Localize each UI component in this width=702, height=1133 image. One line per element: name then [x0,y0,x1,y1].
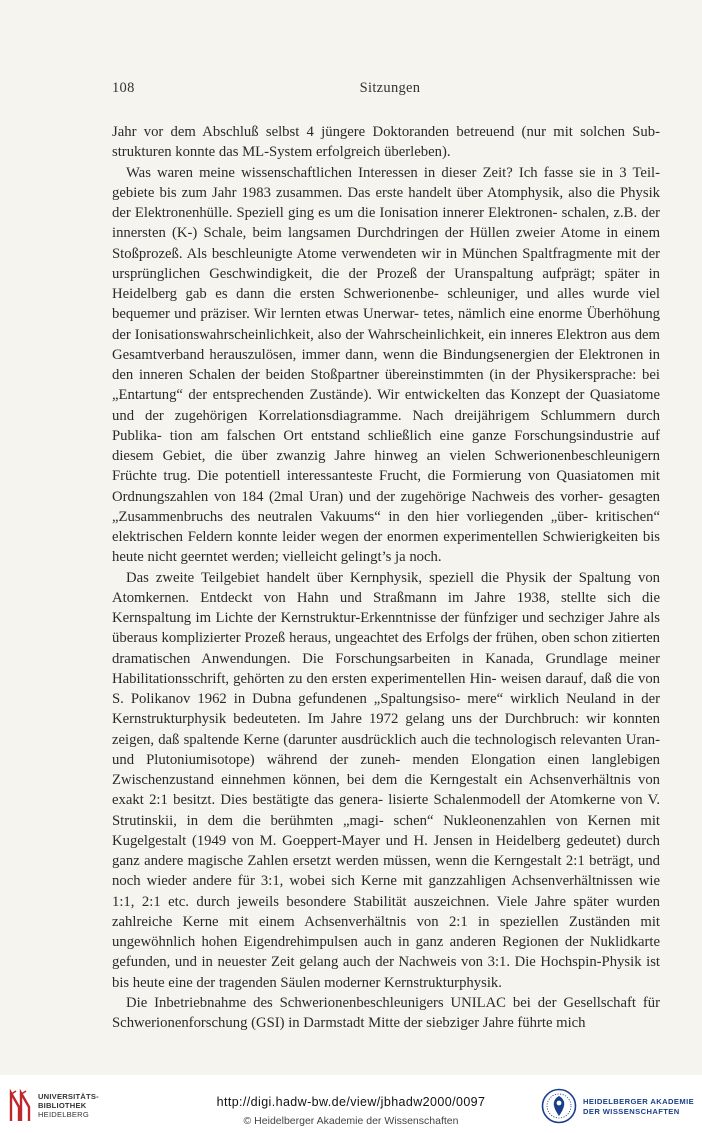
text-line: mere“ wirklich Neuland in der Kernstrukturphysik bedeuteten. Im Jahre 1972 gelang [112,691,660,728]
body-text [112,122,660,1033]
page-number: 108 [112,80,135,96]
text-line: beiden Stoßpartner übereinstimmten (in der Physikersprache: bei „Entartung“ der [112,367,660,404]
text-line: neuester Zeit gelang auch der Nachweis von 3:1. Die Hochspin-Physik ist bis heute [112,954,660,991]
text-line: Jahr vor dem Abschluß selbst 4 jüngere Doktoranden betreuend (nur mit solchen Sub- [112,124,660,140]
text-line: Physik der Elektronenhülle. Speziell ging es um die Ionisation innerer Elektronen- [112,184,661,221]
text-line: von Atomkernen. Entdeckt von Hahn und Straßmann im Jahre 1938, stellte sich die [112,569,660,606]
text-line: entsprechenden Zustände). Wir entwickelten das Konzept der Quasiatome und der [112,387,660,424]
text-line: für Schwerionenforschung (GSI) in Darmstadt Mitte der siebziger Jahre führte mich [112,994,660,1031]
text-line: Was waren meine wissenschaftlichen Interessen in dieser Zeit? Ich fasse sie in 3 Teil- [126,164,660,181]
paragraph [112,122,660,163]
text-line: strukturen konnte das ML-System erfolgreich überleben). [112,144,451,161]
text-line: die Kerngestalt ein Achsenverhältnis von exakt 2:1 besitzt. Dies bestätigte das genera- [112,772,661,809]
text-line: gebiete bis zum Jahr 1983 zusammen. Das erste handelt über Atomphysik, also die [112,184,615,201]
text-line: Die Inbetriebnahme des Schwerionenbeschleunigers UNILAC bei der Gesellschaft [126,994,636,1011]
text-line: Jahre als überaus komplizierter Prozeß heraus, ungeachtet des Erfolgs der frühen, [112,610,660,647]
text-line: immer dann, wenn die Bindungsenergien der Elektronen in den inneren Schalen der [112,346,661,383]
text-line: eine der tragenden Säulen moderner Kernstrukturphysik. [168,974,502,991]
library-logo-line: HEIDELBERG [38,1110,89,1119]
text-line: menden Elongation einen langlebigen Zwischenzustand einnehmen können, bei dem [112,751,660,788]
library-logo-line: BIBLIOTHEK [38,1101,87,1110]
viewer-footer [0,1075,702,1133]
text-line: uns der Durchbruch: wir konnten zeigen, daß spaltende Kerne (darunter ausdrücklich [112,711,661,748]
text-line: Gebiet, die über zwanzig Jahre hinweg an vielen Schwerionenbeschleunigern Früchte [112,448,661,485]
text-line: Uranspaltung aufprägt; später in Heidelberg gab es dann die ersten Schwerionenbe- [112,265,661,302]
academy-logo[interactable] [541,1088,701,1128]
text-line: lisierte Schalenmodell der Atomkerne von V. Strutinskii, in dem die berühmten „magi- [112,792,660,829]
text-line: Schwierigkeiten bis heute nicht geerntet werden; vielleicht gelingt’s ja noch. [112,529,660,566]
text-line: Ordnungszahlen von 184 (2mal Uran) und der zugehörige Nachweis des vorher- [112,488,604,505]
text-line: schleuniger, und alles wurde viel bequemer und präziser. Wir lernten etwas Unerwar- [112,286,661,323]
text-line: oben schon zitierten dramatischen Anwendungen. Die Forschungsarbeiten in Kanada, [112,630,660,667]
copyright-notice: © Heidelberger Akademie der Wissenschaften [243,1115,459,1127]
text-line: und H. Jensen in Heidelberg gedeutet) durch ganz andere magische Zahlen ersetzt [112,832,660,869]
text-line: trug. Die potentiell interessanteste Frucht, die Formierung von Quasiatomen mit [163,468,660,485]
academy-seal-icon [541,1088,577,1124]
academy-logo-line: DER WISSENSCHAFTEN [583,1107,680,1116]
text-line: München Spaltfragmente mit der ursprünglichen Geschwindigkeit, die der Prozeß der [112,245,660,282]
text-line: gesagten „Zusammenbruchs des neutralen Vakuums“ in den hier vorliegenden „über- [112,488,660,525]
academy-logo-line: HEIDELBERGER AKADEMIE [583,1097,695,1106]
text-line: kritischen“ elektrischen Feldern konnte leider wegen der enormen experimentellen [112,508,661,545]
text-line: zweier Atome in einem Stoßprozeß. Als beschleunigte Atome verwendeten wir in [112,225,661,262]
text-line: weisen darauf, daß die von S. Polikanov 1962 in Dubna gefundenen „Spaltungsiso- [112,670,661,707]
text-line: zugehörigen Korrelationsdiagramme. Nach dreijährigem Schlummern durch Publika- [112,407,660,444]
permalink-url[interactable]: http://digi.hadw-bw.de/view/jbhadw2000/0097 [216,1095,486,1109]
text-line: einem Achsenverhältnis von 2:1 in speziellen Zuständen mit ungewöhnlich hohen [112,913,660,950]
text-line: werden müssen, wenn die Kerngestalt 2:1 beträgt, und noch wieder andere für 3:1, [112,853,661,890]
academy-logo-text [583,1097,694,1117]
running-title: Sitzungen [359,80,421,96]
library-logo-line: UNIVERSITÄTS- [38,1092,99,1101]
text-line: schalen, z.B. der innersten (K-) Schale, beim langsamen Durchdringen der Hüllen [112,205,661,242]
text-line: Kernspaltung im Lichte der Kernstruktur-Erkenntnisse der fünfziger und sechziger [112,610,604,626]
text-line: tetes, nämlich eine enorme Überhöhung der Ionisationswahrscheinlichkeit, also der [112,306,661,343]
text-line: tion am falschen Ort entstand schließlich eine ganze Forschungsindustrie auf diesem [112,427,661,464]
running-head [112,80,660,100]
paragraph [112,163,660,568]
text-line: Grundlage meiner Habilitationsschrift, gehörten zu den ersten experimentellen Hin- [112,650,660,687]
text-line: Das zweite Teilgebiet handelt über Kernphysik, speziell die Physik der Spaltung [126,569,631,586]
text-line: auch die technologisch relevanten Uran- und Plutoniumisotope) während der zuneh- [112,731,660,768]
text-line: schen“ Nukleonenzahlen von Kernen mit Kugelgestalt (1949 von M. Goeppert-Mayer [112,812,661,849]
paragraph [112,568,660,993]
text-line: wobei sich Kerne mit ganzzahligen Achsenverhältnissen wie 1:1, 2:1 etc. durch jeweils [112,873,660,910]
text-line: besondere Stabilität auszeichnen. Viele Jahre später wurden zahlreiche Kerne mit [112,893,661,930]
paragraph [112,993,660,1034]
text-line: Wahrscheinlichkeit, ein inneres Elektron aus dem Gesamtverband herauszulösen, [112,326,660,363]
text-line: Eigendrehimpulsen auch in ganz anderen Regionen der Nuklidkarte gefunden, und in [112,934,661,971]
